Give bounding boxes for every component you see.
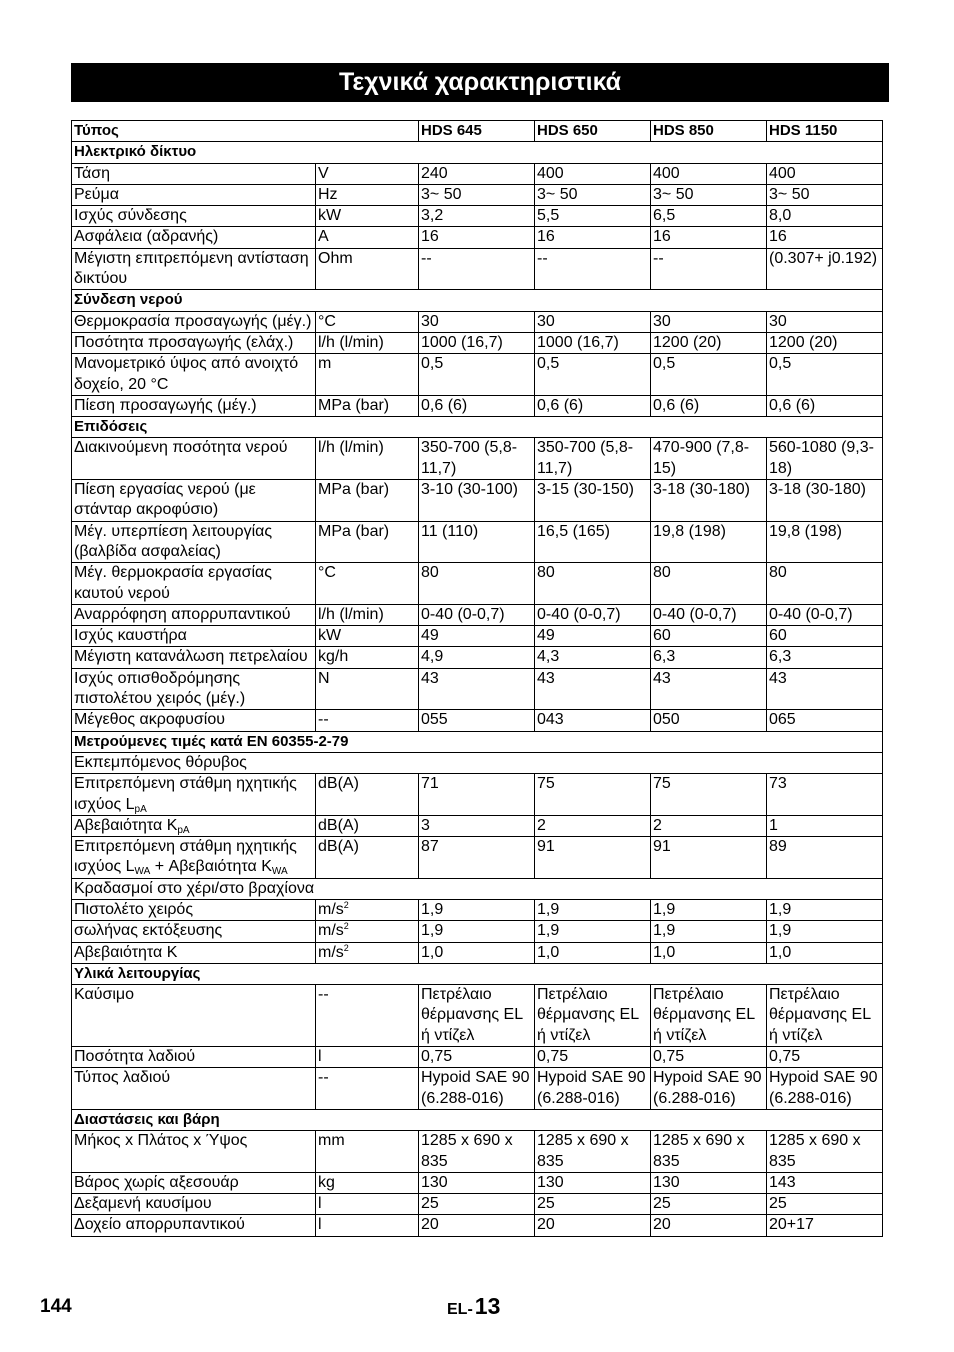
spec-value: Πετρέλαιο θέρμανσης EL ή ντίζελ [767,985,883,1047]
spec-label: Ρεύμα [72,184,316,205]
spec-value: 6,5 [651,206,767,227]
spec-row [72,163,883,184]
superscript: 2 [343,942,349,953]
spec-value: 89 [767,837,883,879]
spec-row [72,626,883,647]
spec-value: 20 [419,1215,535,1236]
spec-value: 0,75 [419,1047,535,1068]
spec-row [72,774,883,816]
spec-row [72,921,883,942]
spec-unit: dB(A) [316,774,419,816]
spec-value: 3~ 50 [767,184,883,205]
spec-label: Βάρος χωρίς αξεσουάρ [72,1172,316,1193]
superscript: 2 [343,899,349,910]
spec-value: 3~ 50 [651,184,767,205]
spec-label: Ποσότητα λαδιού [72,1047,316,1068]
spec-value: 25 [535,1194,651,1215]
spec-value: 0,5 [651,354,767,396]
spec-value: 1,9 [419,899,535,920]
spec-unit: -- [316,1068,419,1110]
spec-value: -- [535,248,651,290]
spec-value: 1,9 [767,921,883,942]
spec-value: 0-40 (0-0,7) [651,604,767,625]
spec-label: Διακινούμενη ποσότητα νερού [72,438,316,480]
spec-value: 130 [419,1172,535,1193]
section-heading: Επιδόσεις [72,417,883,438]
subscript: WA [134,866,151,878]
spec-row [72,1172,883,1193]
spec-value: 0,6 (6) [767,395,883,416]
spec-value: 25 [651,1194,767,1215]
spec-value: 6,3 [767,647,883,668]
spec-row [72,1215,883,1236]
spec-unit: MPa (bar) [316,395,419,416]
spec-value: -- [419,248,535,290]
spec-row [72,985,883,1047]
spec-row [72,206,883,227]
spec-value: 80 [651,563,767,605]
spec-unit: $m/s^2$ [316,942,419,963]
spec-label: Μήκος x Πλάτος x Ύψος [72,1131,316,1173]
spec-value: 1,0 [651,942,767,963]
section-row [72,142,883,163]
page-title: Τεχνικά χαρακτηριστικά [71,63,889,102]
model-name: HDS 850 [651,121,767,142]
spec-value: 16 [651,227,767,248]
spec-value: 91 [535,837,651,879]
spec-row [72,710,883,731]
spec-row [72,668,883,710]
spec-value: 30 [419,311,535,332]
spec-unit: l/h (l/min) [316,438,419,480]
spec-value: 0,6 (6) [651,395,767,416]
spec-row [72,438,883,480]
spec-value: 2 [535,815,651,836]
spec-value: 19,8 (198) [767,521,883,563]
spec-value: 1,9 [767,899,883,920]
header-row [72,121,883,142]
spec-value: 75 [651,774,767,816]
spec-row [72,354,883,396]
spec-value: 30 [767,311,883,332]
spec-label: Πίεση εργασίας νερού (με στάνταρ ακροφύσιο) [72,480,316,522]
section-row [72,963,883,984]
spec-value: 3,2 [419,206,535,227]
spec-value: 1200 (20) [767,332,883,353]
spec-value: 16 [767,227,883,248]
spec-value: 1200 (20) [651,332,767,353]
spec-row [72,647,883,668]
spec-value: 20 [535,1215,651,1236]
spec-label: Μέγιστη επιτρεπόμενη αντίσταση δικτύου [72,248,316,290]
spec-value: 4,9 [419,647,535,668]
spec-row [72,332,883,353]
spec-value: 350-700 (5,8-11,7) [535,438,651,480]
spec-label: Ισχύς σύνδεσης [72,206,316,227]
subsection-row [72,752,883,773]
spec-value: 043 [535,710,651,731]
spec-value: 87 [419,837,535,879]
subscript: pA [134,803,147,815]
spec-value: 43 [419,668,535,710]
section-page-number: 13 [474,1293,501,1319]
spec-value: 2 [651,815,767,836]
spec-value: 43 [535,668,651,710]
section-heading: Υλικά λειτουργίας [72,963,883,984]
spec-value: 3-15 (30-150) [535,480,651,522]
spec-value: 43 [767,668,883,710]
spec-row [72,1068,883,1110]
spec-value: 1,9 [535,921,651,942]
spec-value: 0-40 (0-0,7) [419,604,535,625]
spec-unit: m [316,354,419,396]
subsection-heading: Κραδασμοί στο χέρι/στο βραχίονα [72,878,883,899]
spec-value: 8,0 [767,206,883,227]
spec-value: 1,9 [651,921,767,942]
spec-value: 0-40 (0-0,7) [767,604,883,625]
spec-value: 16 [535,227,651,248]
spec-label: Αβεβαιότητα K [72,942,316,963]
spec-value: 560-1080 (9,3-18) [767,438,883,480]
spec-value: 470-900 (7,8-15) [651,438,767,480]
spec-value: 1285 x 690 x 835 [767,1131,883,1173]
spec-value: Hypoid SAE 90 (6.288-016) [767,1068,883,1110]
spec-value: 19,8 (198) [651,521,767,563]
spec-value: 3~ 50 [535,184,651,205]
spec-value: 43 [651,668,767,710]
section-heading: Ηλεκτρικό δίκτυο [72,142,883,163]
spec-value: -- [651,248,767,290]
section-heading: Σύνδεση νερού [72,290,883,311]
spec-unit: MPa (bar) [316,480,419,522]
spec-unit: Ohm [316,248,419,290]
spec-value: 1 [767,815,883,836]
spec-value: (0.307+ j0.192) [767,248,883,290]
spec-row [72,1047,883,1068]
spec-label: Μέγεθος ακροφυσίου [72,710,316,731]
spec-value: 20 [651,1215,767,1236]
spec-unit: kW [316,626,419,647]
spec-row [72,1131,883,1173]
spec-value: 60 [651,626,767,647]
spec-value: 30 [651,311,767,332]
spec-label: Μέγ. υπερπίεση λειτουργίας (βαλβίδα ασφαλείας) [72,521,316,563]
spec-value: 30 [535,311,651,332]
spec-label: Ισχύς οπισθοδρόμησης πιστολέτου χειρός (μέγ.) [72,668,316,710]
spec-unit: kg [316,1172,419,1193]
spec-value: Hypoid SAE 90 (6.288-016) [651,1068,767,1110]
spec-value: 80 [419,563,535,605]
spec-value: 065 [767,710,883,731]
model-name: HDS 645 [419,121,535,142]
spec-unit: N [316,668,419,710]
spec-unit: dB(A) [316,837,419,879]
spec-value: 400 [535,163,651,184]
spec-label: Επιτρεπόμενη στάθμη ηχητικής ισχύος $L_{pA}$ [72,774,316,816]
spec-row [72,815,883,836]
type-label: Τύπος [72,121,419,142]
technical-data-table [71,120,883,1237]
spec-value: 050 [651,710,767,731]
subsection-row [72,878,883,899]
spec-value: 0,6 (6) [535,395,651,416]
spec-value: 1,0 [767,942,883,963]
spec-label: Μανομετρικό ύψος από ανοιχτό δοχείο, 20 °C [72,354,316,396]
spec-value: Hypoid SAE 90 (6.288-016) [419,1068,535,1110]
spec-value: 25 [419,1194,535,1215]
spec-label: Ισχύς καυστήρα [72,626,316,647]
spec-unit: l/h (l/min) [316,604,419,625]
spec-value: 16 [419,227,535,248]
spec-unit: l/h (l/min) [316,332,419,353]
section-page-code [447,1293,500,1323]
spec-value: 4,3 [535,647,651,668]
spec-row [72,521,883,563]
spec-value: 1,9 [651,899,767,920]
spec-unit: dB(A) [316,815,419,836]
section-row [72,731,883,752]
section-heading: Διαστάσεις και βάρη [72,1109,883,1130]
spec-value: 3-18 (30-180) [767,480,883,522]
spec-unit: V [316,163,419,184]
spec-value: Πετρέλαιο θέρμανσης EL ή ντίζελ [651,985,767,1047]
spec-row [72,311,883,332]
spec-value: 400 [651,163,767,184]
spec-value: 20+17 [767,1215,883,1236]
spec-value: 1000 (16,7) [419,332,535,353]
spec-label: Δεξαμενή καυσίμου [72,1194,316,1215]
spec-unit: kW [316,206,419,227]
spec-value: Πετρέλαιο θέρμανσης EL ή ντίζελ [419,985,535,1047]
spec-value: 1285 x 690 x 835 [535,1131,651,1173]
spec-row [72,248,883,290]
spec-value: 143 [767,1172,883,1193]
spec-label: Αναρρόφηση απορρυπαντικού [72,604,316,625]
spec-row [72,1194,883,1215]
spec-value: 130 [651,1172,767,1193]
spec-unit: -- [316,985,419,1047]
language-code: EL- [447,1301,473,1318]
spec-value: 1285 x 690 x 835 [419,1131,535,1173]
page-number: 144 [40,1296,72,1317]
spec-value: 0,6 (6) [419,395,535,416]
spec-label: Δοχείο απορρυπαντικού [72,1215,316,1236]
spec-label: σωλήνας εκτόξευσης [72,921,316,942]
spec-value: 0,75 [535,1047,651,1068]
spec-value: 49 [535,626,651,647]
spec-value: 80 [767,563,883,605]
spec-row [72,942,883,963]
spec-unit: kg/h [316,647,419,668]
spec-unit: l [316,1047,419,1068]
spec-value: 80 [535,563,651,605]
subsection-heading: Εκπεμπόμενος θόρυβος [72,752,883,773]
spec-label: Ποσότητα προσαγωγής (ελάχ.) [72,332,316,353]
spec-value: 350-700 (5,8-11,7) [419,438,535,480]
spec-value: 1000 (16,7) [535,332,651,353]
spec-label: Επιτρεπόμενη στάθμη ηχητικής ισχύος $L_{WA} + A\beta\varepsilon\beta\alpha\iota ό\tau\eta\tau\alpha$ $K_{WA}$ [72,837,316,879]
spec-value: 3 [419,815,535,836]
spec-value: 3~ 50 [419,184,535,205]
spec-value: 0-40 (0-0,7) [535,604,651,625]
spec-value: 0,5 [535,354,651,396]
spec-row [72,184,883,205]
spec-unit: l [316,1194,419,1215]
spec-value: 3-18 (30-180) [651,480,767,522]
spec-value: 240 [419,163,535,184]
model-name: HDS 650 [535,121,651,142]
spec-row [72,563,883,605]
spec-unit: mm [316,1131,419,1173]
model-name: HDS 1150 [767,121,883,142]
spec-value: 49 [419,626,535,647]
spec-unit: Hz [316,184,419,205]
spec-label: Μέγιστη κατανάλωση πετρελαίου [72,647,316,668]
spec-label: Καύσιμο [72,985,316,1047]
subscript: WA [271,866,288,878]
spec-unit: -- [316,710,419,731]
superscript: 2 [343,921,349,932]
spec-value: Hypoid SAE 90 (6.288-016) [535,1068,651,1110]
spec-row [72,604,883,625]
section-row [72,290,883,311]
spec-unit: $m/s^2$ [316,899,419,920]
spec-label: Τάση [72,163,316,184]
spec-table-body [72,121,883,1237]
spec-value: 130 [535,1172,651,1193]
spec-value: 1,0 [535,942,651,963]
spec-value: 055 [419,710,535,731]
spec-row [72,480,883,522]
spec-value: 25 [767,1194,883,1215]
spec-value: 1,9 [535,899,651,920]
spec-value: 11 (110) [419,521,535,563]
spec-value: 3-10 (30-100) [419,480,535,522]
subscript: pA [177,824,190,836]
spec-value: 0,5 [419,354,535,396]
spec-label: Μέγ. θερμοκρασία εργασίας καυτού νερού [72,563,316,605]
spec-unit: °C [316,563,419,605]
spec-value: 1,0 [419,942,535,963]
spec-row [72,837,883,879]
spec-value: 400 [767,163,883,184]
spec-value: 60 [767,626,883,647]
spec-label: Θερμοκρασία προσαγωγής (μέγ.) [72,311,316,332]
spec-unit: A [316,227,419,248]
spec-value: 0,5 [767,354,883,396]
spec-unit: °C [316,311,419,332]
spec-value: 1,9 [419,921,535,942]
spec-value: 75 [535,774,651,816]
section-row [72,1109,883,1130]
spec-label: Πιστολέτο χειρός [72,899,316,920]
spec-row [72,395,883,416]
spec-label: Ασφάλεια (αδρανής) [72,227,316,248]
spec-value: 71 [419,774,535,816]
spec-value: 6,3 [651,647,767,668]
spec-label: Τύπος λαδιού [72,1068,316,1110]
spec-row [72,899,883,920]
spec-label: Αβεβαιότητα $K_{pA}$ [72,815,316,836]
spec-value: 16,5 (165) [535,521,651,563]
spec-value: Πετρέλαιο θέρμανσης EL ή ντίζελ [535,985,651,1047]
spec-label: Πίεση προσαγωγής (μέγ.) [72,395,316,416]
section-row [72,417,883,438]
spec-value: 5,5 [535,206,651,227]
spec-value: 1285 x 690 x 835 [651,1131,767,1173]
spec-unit: $m/s^2$ [316,921,419,942]
spec-row [72,227,883,248]
spec-value: 0,75 [767,1047,883,1068]
section-heading: Μετρούμενες τιμές κατά EN 60355-2-79 [72,731,883,752]
spec-unit: l [316,1215,419,1236]
spec-value: 91 [651,837,767,879]
spec-value: 73 [767,774,883,816]
spec-value: 0,75 [651,1047,767,1068]
spec-unit: MPa (bar) [316,521,419,563]
